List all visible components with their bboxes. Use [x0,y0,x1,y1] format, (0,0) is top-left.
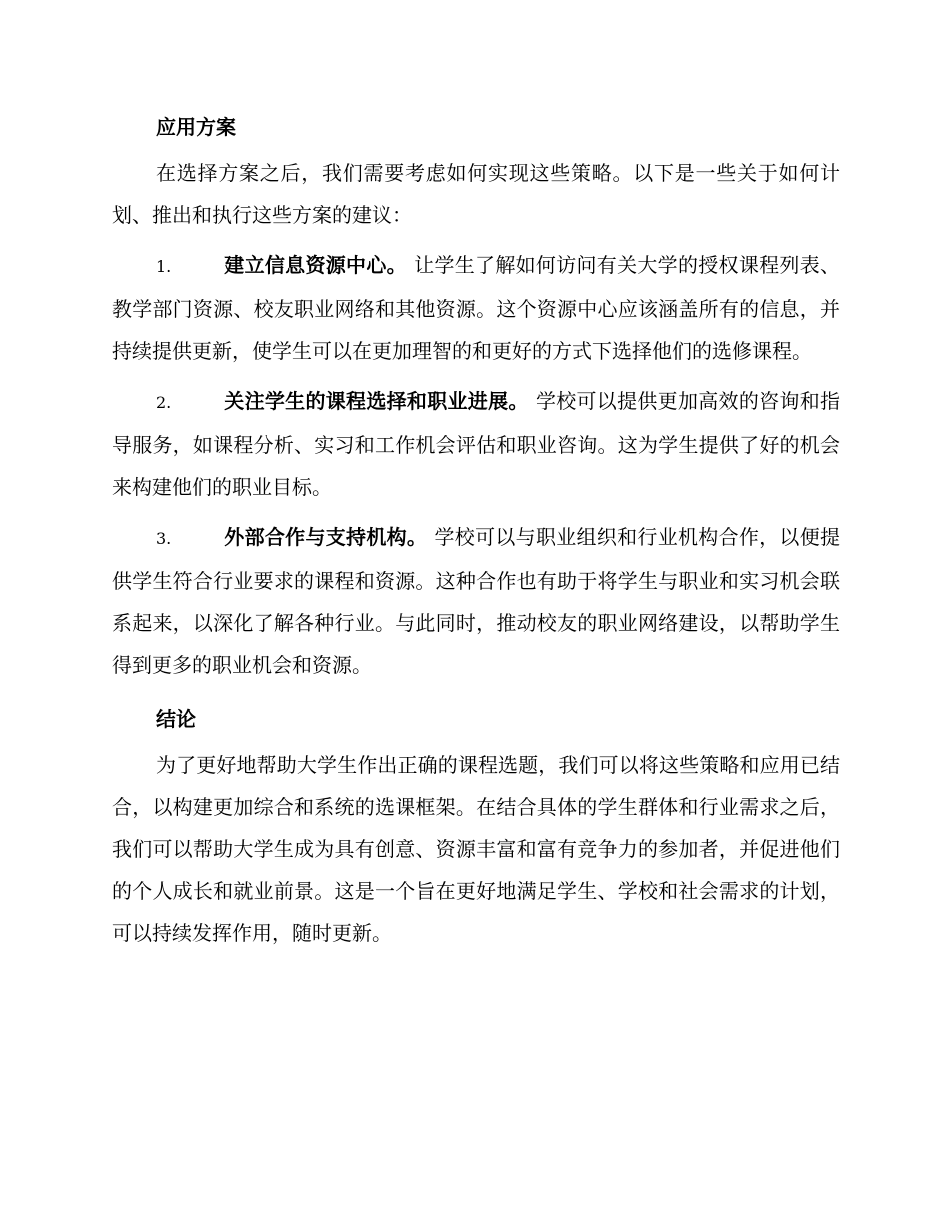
list-item-number: 2. [156,393,172,412]
list-item [112,516,840,686]
list-item-title: 建立信息资源中心。 [224,253,407,277]
list-item-text: 学校可以提供更加高效的咨询和指导服务，如课程分析、实习和工作机会评估和职业咨询。这为学生提供了好的机会来构建他们的职业目标。 [112,389,841,499]
list-item-title: 外部合作与支持机构。 [224,525,428,549]
section-heading-application: 应用方案 [156,115,236,139]
list-item [112,380,840,508]
section-heading-conclusion: 结论 [156,707,196,731]
conclusion-paragraph: 为了更好地帮助大学生作出正确的课程选题，我们可以将这些策略和应用已结合，以构建更加综合和系统的选课框架。在结合具体的学生群体和行业需求之后，我们可以帮助大学生成为具有创意、资源丰富和富有竞争力的参加者，并促进他们的个人成长和就业前景。这是一个旨在更好地满足学生、学校和社会需求的计划，可以持续发挥作用，随时更新。 [112,753,840,945]
document-page [112,102,840,962]
list-item-text: 学校可以与职业组织和行业机构合作，以便提供学生符合行业要求的课程和资源。这种合作也有助于将学生与职业和实习机会联系起来，以深化了解各种行业。与此同时，推动校友的职业网络建设，以帮助学生得到更多的职业机会和资源。 [112,525,841,677]
list-item-title: 关注学生的课程选择和职业进展。 [224,389,529,413]
list-item-number: 3. [156,529,172,548]
list-item-number: 1. [156,257,172,276]
list-item [112,244,840,372]
application-intro-paragraph: 在选择方案之后，我们需要考虑如何实现这些策略。以下是一些关于如何计划、推出和执行这些方案的建议： [112,161,840,227]
list-item-text: 让学生了解如何访问有关大学的授权课程列表、教学部门资源、校友职业网络和其他资源。这个资源中心应该涵盖所有的信息，并持续提供更新，使学生可以在更加理智的和更好的方式下选择他们的选修课程。 [112,253,841,363]
